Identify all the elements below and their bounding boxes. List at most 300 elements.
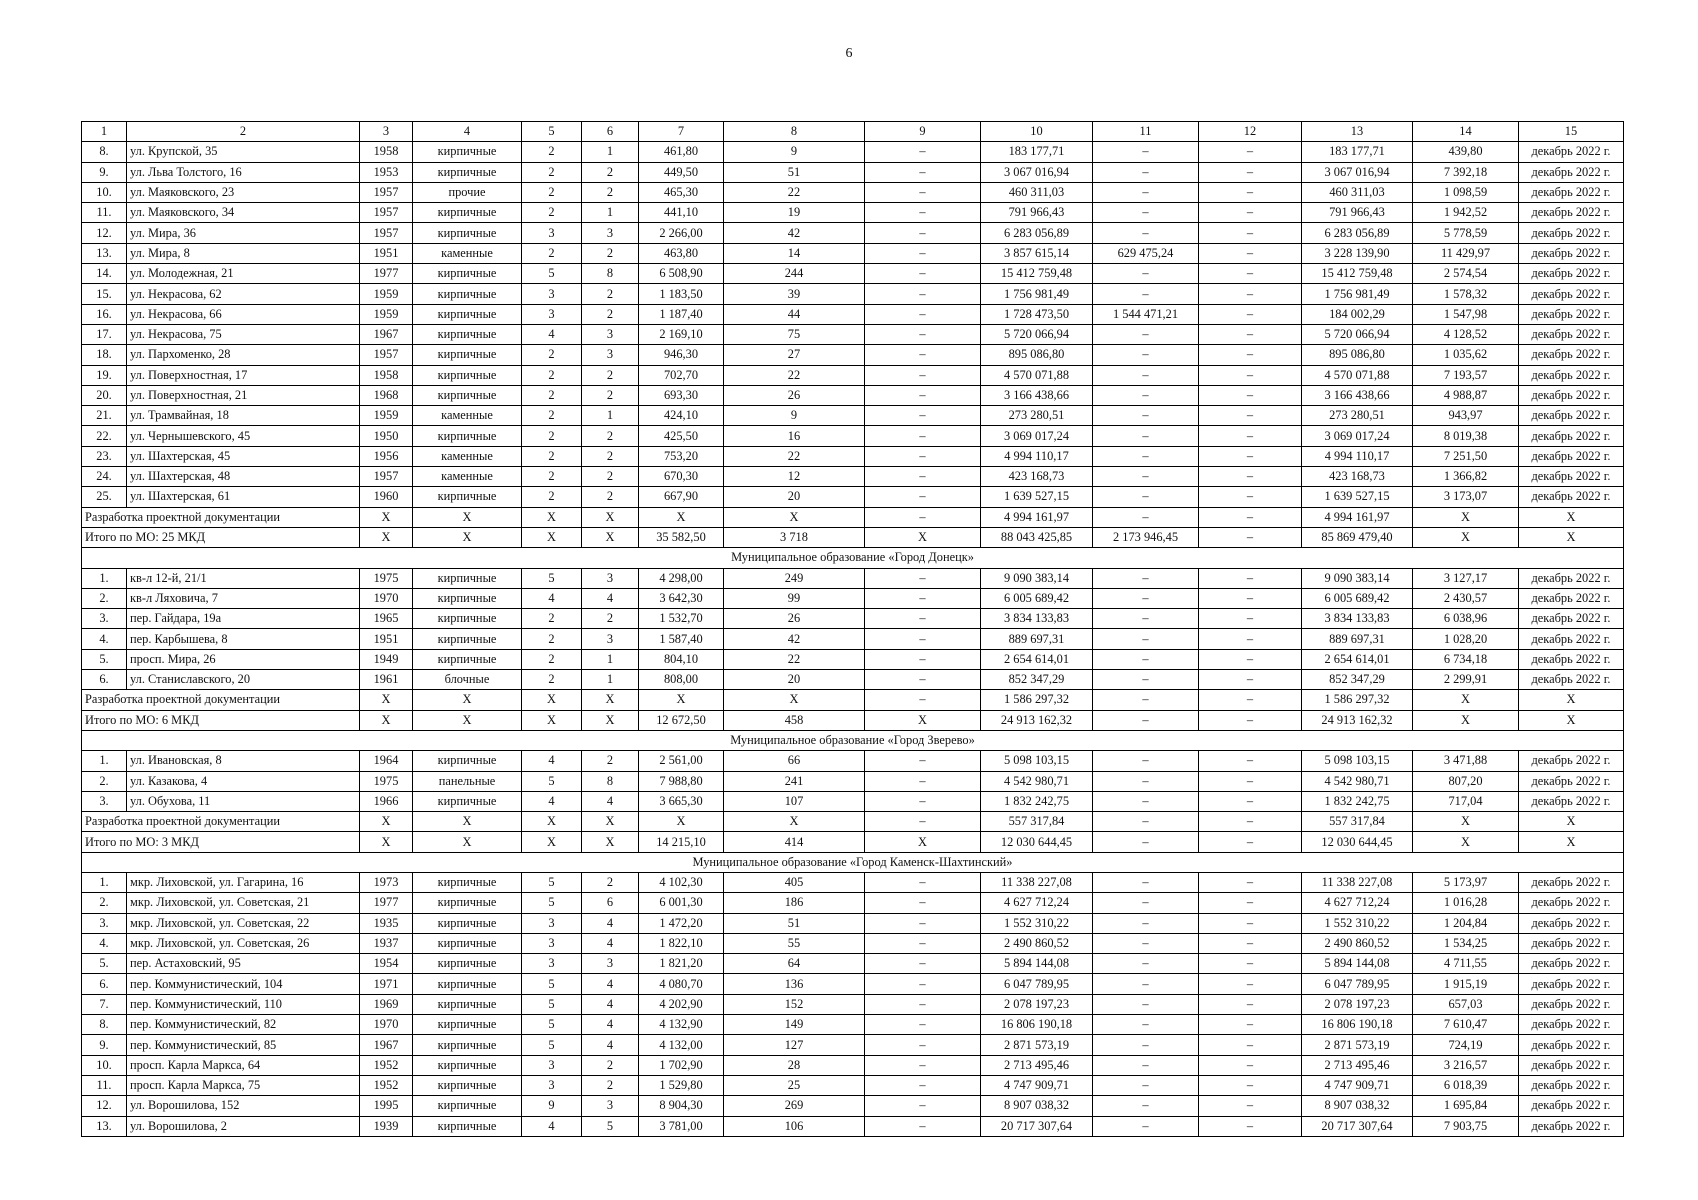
area: 2 561,00 — [639, 751, 724, 771]
entrances: 2 — [582, 426, 639, 446]
wall-material: кирпичные — [413, 994, 522, 1014]
table-row — [82, 771, 1624, 791]
area: 7 988,80 — [639, 771, 724, 791]
residents: 20 — [724, 670, 865, 690]
col-12: – — [1199, 182, 1302, 202]
floors: 2 — [522, 426, 582, 446]
summary-label: Итого по МО: 3 МКД — [82, 832, 360, 852]
summary-cell: 12 672,50 — [639, 710, 724, 730]
col-9: – — [865, 629, 981, 649]
summary-cell: X — [582, 527, 639, 547]
address: мкр. Лиховской, ул. Советская, 21 — [127, 893, 360, 913]
address: ул. Ворошилова, 2 — [127, 1116, 360, 1136]
deadline: декабрь 2022 г. — [1519, 1035, 1624, 1055]
col-13: 3 228 139,90 — [1302, 243, 1413, 263]
year-built: 1973 — [360, 872, 413, 892]
section-header-row — [82, 548, 1624, 568]
row-number: 9. — [82, 162, 127, 182]
table-row — [82, 182, 1624, 202]
total-cost: 5 894 144,08 — [981, 954, 1093, 974]
area: 753,20 — [639, 446, 724, 466]
table-row — [82, 365, 1624, 385]
unit-cost: 6 018,39 — [1413, 1075, 1519, 1095]
wall-material: кирпичные — [413, 629, 522, 649]
wall-material: каменные — [413, 243, 522, 263]
summary-cell: X — [724, 812, 865, 832]
col-13: 460 311,03 — [1302, 182, 1413, 202]
row-number: 3. — [82, 609, 127, 629]
area: 946,30 — [639, 345, 724, 365]
unit-cost: 7 251,50 — [1413, 446, 1519, 466]
summary-cell: – — [1093, 710, 1199, 730]
total-cost: 2 078 197,23 — [981, 994, 1093, 1014]
summary-cell: 14 215,10 — [639, 832, 724, 852]
summary-cell: X — [582, 690, 639, 710]
total-cost: 2 713 495,46 — [981, 1055, 1093, 1075]
total-cost: 183 177,71 — [981, 142, 1093, 162]
residents: 14 — [724, 243, 865, 263]
address: просп. Карла Маркса, 75 — [127, 1075, 360, 1095]
summary-cell: X — [582, 710, 639, 730]
deadline: декабрь 2022 г. — [1519, 304, 1624, 324]
summary-row — [82, 507, 1624, 527]
area: 424,10 — [639, 406, 724, 426]
row-number: 23. — [82, 446, 127, 466]
residents: 42 — [724, 223, 865, 243]
residents: 405 — [724, 872, 865, 892]
section-title: Муниципальное образование «Город Каменск-Шахтинский» — [82, 852, 1624, 872]
table-row — [82, 629, 1624, 649]
floors: 9 — [522, 1096, 582, 1116]
summary-cell: X — [639, 507, 724, 527]
wall-material: кирпичные — [413, 791, 522, 811]
table-row — [82, 426, 1624, 446]
year-built: 1971 — [360, 974, 413, 994]
col-13: 3 834 133,83 — [1302, 609, 1413, 629]
summary-cell: X — [639, 812, 724, 832]
floors: 2 — [522, 446, 582, 466]
wall-material: кирпичные — [413, 1055, 522, 1075]
summary-cell: X — [360, 832, 413, 852]
col-9: – — [865, 872, 981, 892]
residents: 66 — [724, 751, 865, 771]
total-cost: 460 311,03 — [981, 182, 1093, 202]
address: ул. Трамвайная, 18 — [127, 406, 360, 426]
address: пер. Коммунистический, 110 — [127, 994, 360, 1014]
summary-cell: X — [1519, 690, 1624, 710]
area: 425,50 — [639, 426, 724, 446]
residents: 249 — [724, 568, 865, 588]
deadline: декабрь 2022 г. — [1519, 933, 1624, 953]
summary-cell: – — [1093, 507, 1199, 527]
table-row — [82, 162, 1624, 182]
row-number: 9. — [82, 1035, 127, 1055]
unit-cost: 657,03 — [1413, 994, 1519, 1014]
residents: 244 — [724, 264, 865, 284]
col-11: – — [1093, 751, 1199, 771]
unit-cost: 5 173,97 — [1413, 872, 1519, 892]
year-built: 1961 — [360, 670, 413, 690]
summary-cell: X — [582, 832, 639, 852]
entrances: 3 — [582, 629, 639, 649]
col-9: – — [865, 446, 981, 466]
summary-cell: X — [1519, 710, 1624, 730]
floors: 2 — [522, 649, 582, 669]
summary-cell: – — [1199, 832, 1302, 852]
address: пер. Коммунистический, 85 — [127, 1035, 360, 1055]
col-11: – — [1093, 974, 1199, 994]
summary-cell: X — [1413, 507, 1519, 527]
unit-cost: 717,04 — [1413, 791, 1519, 811]
row-number: 15. — [82, 284, 127, 304]
summary-cell: X — [724, 690, 865, 710]
deadline: декабрь 2022 г. — [1519, 162, 1624, 182]
wall-material: кирпичные — [413, 974, 522, 994]
floors: 5 — [522, 771, 582, 791]
entrances: 2 — [582, 872, 639, 892]
unit-cost: 1 028,20 — [1413, 629, 1519, 649]
year-built: 1939 — [360, 1116, 413, 1136]
col-12: – — [1199, 1075, 1302, 1095]
col-11: – — [1093, 162, 1199, 182]
col-11: – — [1093, 954, 1199, 974]
table-row — [82, 974, 1624, 994]
col-9: – — [865, 162, 981, 182]
deadline: декабрь 2022 г. — [1519, 1096, 1624, 1116]
wall-material: кирпичные — [413, 304, 522, 324]
floors: 2 — [522, 670, 582, 690]
unit-cost: 7 193,57 — [1413, 365, 1519, 385]
unit-cost: 1 098,59 — [1413, 182, 1519, 202]
col-12: – — [1199, 1055, 1302, 1075]
address: мкр. Лиховской, ул. Советская, 26 — [127, 933, 360, 953]
entrances: 2 — [582, 385, 639, 405]
area: 441,10 — [639, 203, 724, 223]
deadline: декабрь 2022 г. — [1519, 345, 1624, 365]
residents: 55 — [724, 933, 865, 953]
summary-cell: X — [1519, 507, 1624, 527]
summary-cell: X — [413, 690, 522, 710]
wall-material: блочные — [413, 670, 522, 690]
col-12: – — [1199, 670, 1302, 690]
total-cost: 273 280,51 — [981, 406, 1093, 426]
summary-cell: – — [1093, 812, 1199, 832]
summary-cell: X — [522, 507, 582, 527]
entrances: 2 — [582, 182, 639, 202]
year-built: 1968 — [360, 385, 413, 405]
area: 1 187,40 — [639, 304, 724, 324]
table-row — [82, 649, 1624, 669]
unit-cost: 724,19 — [1413, 1035, 1519, 1055]
table-row — [82, 670, 1624, 690]
area: 1 529,80 — [639, 1075, 724, 1095]
table-row — [82, 1035, 1624, 1055]
floors: 3 — [522, 223, 582, 243]
row-number: 12. — [82, 1096, 127, 1116]
col-9: – — [865, 142, 981, 162]
col-9: – — [865, 203, 981, 223]
summary-cell: 1 586 297,32 — [1302, 690, 1413, 710]
summary-cell: X — [413, 710, 522, 730]
area: 670,30 — [639, 467, 724, 487]
col-13: 273 280,51 — [1302, 406, 1413, 426]
summary-cell: X — [1519, 832, 1624, 852]
col-9: – — [865, 385, 981, 405]
unit-cost: 2 574,54 — [1413, 264, 1519, 284]
wall-material: кирпичные — [413, 1075, 522, 1095]
col-9: – — [865, 649, 981, 669]
total-cost: 9 090 383,14 — [981, 568, 1093, 588]
col-11: – — [1093, 406, 1199, 426]
col-13: 2 490 860,52 — [1302, 933, 1413, 953]
summary-label: Разработка проектной документации — [82, 812, 360, 832]
total-cost: 3 166 438,66 — [981, 385, 1093, 405]
wall-material: прочие — [413, 182, 522, 202]
unit-cost: 2 299,91 — [1413, 670, 1519, 690]
wall-material: кирпичные — [413, 1096, 522, 1116]
summary-cell: 4 994 161,97 — [1302, 507, 1413, 527]
col-9: – — [865, 467, 981, 487]
floors: 4 — [522, 324, 582, 344]
row-number: 8. — [82, 1015, 127, 1035]
total-cost: 20 717 307,64 — [981, 1116, 1093, 1136]
floors: 2 — [522, 203, 582, 223]
col-12: – — [1199, 751, 1302, 771]
wall-material: кирпичные — [413, 913, 522, 933]
col-11: 1 544 471,21 — [1093, 304, 1199, 324]
floors: 2 — [522, 365, 582, 385]
entrances: 2 — [582, 365, 639, 385]
residents: 51 — [724, 162, 865, 182]
column-number: 5 — [522, 122, 582, 142]
col-9: – — [865, 1055, 981, 1075]
table-row — [82, 1096, 1624, 1116]
entrances: 4 — [582, 913, 639, 933]
address: ул. Некрасова, 66 — [127, 304, 360, 324]
residents: 152 — [724, 994, 865, 1014]
deadline: декабрь 2022 г. — [1519, 568, 1624, 588]
column-number: 1 — [82, 122, 127, 142]
floors: 5 — [522, 264, 582, 284]
summary-cell: X — [360, 507, 413, 527]
wall-material: кирпичные — [413, 893, 522, 913]
deadline: декабрь 2022 г. — [1519, 954, 1624, 974]
summary-cell: 3 718 — [724, 527, 865, 547]
address: пер. Коммунистический, 104 — [127, 974, 360, 994]
section-header-row — [82, 852, 1624, 872]
entrances: 4 — [582, 974, 639, 994]
row-number: 19. — [82, 365, 127, 385]
row-number: 16. — [82, 304, 127, 324]
floors: 5 — [522, 1015, 582, 1035]
column-number: 7 — [639, 122, 724, 142]
col-12: – — [1199, 162, 1302, 182]
summary-row — [82, 690, 1624, 710]
floors: 5 — [522, 893, 582, 913]
unit-cost: 6 734,18 — [1413, 649, 1519, 669]
floors: 2 — [522, 162, 582, 182]
entrances: 2 — [582, 243, 639, 263]
deadline: декабрь 2022 г. — [1519, 142, 1624, 162]
wall-material: кирпичные — [413, 649, 522, 669]
table-row — [82, 1075, 1624, 1095]
row-number: 2. — [82, 588, 127, 608]
summary-cell: X — [360, 690, 413, 710]
address: ул. Обухова, 11 — [127, 791, 360, 811]
wall-material: кирпичные — [413, 284, 522, 304]
summary-cell: – — [865, 690, 981, 710]
deadline: декабрь 2022 г. — [1519, 791, 1624, 811]
entrances: 1 — [582, 406, 639, 426]
total-cost: 423 168,73 — [981, 467, 1093, 487]
col-11: – — [1093, 994, 1199, 1014]
row-number: 3. — [82, 791, 127, 811]
summary-cell: 85 869 479,40 — [1302, 527, 1413, 547]
address: мкр. Лиховской, ул. Гагарина, 16 — [127, 872, 360, 892]
col-11: – — [1093, 629, 1199, 649]
entrances: 1 — [582, 670, 639, 690]
col-9: – — [865, 974, 981, 994]
col-13: 3 069 017,24 — [1302, 426, 1413, 446]
col-11: – — [1093, 670, 1199, 690]
summary-cell: X — [1413, 527, 1519, 547]
col-13: 852 347,29 — [1302, 670, 1413, 690]
table-row — [82, 791, 1624, 811]
col-9: – — [865, 223, 981, 243]
summary-cell: 557 317,84 — [981, 812, 1093, 832]
year-built: 1967 — [360, 1035, 413, 1055]
row-number: 21. — [82, 406, 127, 426]
unit-cost: 1 915,19 — [1413, 974, 1519, 994]
table-row — [82, 467, 1624, 487]
col-12: – — [1199, 203, 1302, 223]
col-12: – — [1199, 324, 1302, 344]
deadline: декабрь 2022 г. — [1519, 1075, 1624, 1095]
year-built: 1951 — [360, 629, 413, 649]
col-11: – — [1093, 872, 1199, 892]
residents: 25 — [724, 1075, 865, 1095]
year-built: 1949 — [360, 649, 413, 669]
floors: 3 — [522, 304, 582, 324]
total-cost: 889 697,31 — [981, 629, 1093, 649]
summary-cell: X — [1519, 812, 1624, 832]
residents: 9 — [724, 406, 865, 426]
wall-material: кирпичные — [413, 324, 522, 344]
col-9: – — [865, 487, 981, 507]
summary-cell: X — [522, 832, 582, 852]
col-11: – — [1093, 649, 1199, 669]
col-9: – — [865, 954, 981, 974]
summary-cell: X — [1413, 812, 1519, 832]
table-row — [82, 751, 1624, 771]
col-12: – — [1199, 893, 1302, 913]
row-number: 11. — [82, 203, 127, 223]
area: 465,30 — [639, 182, 724, 202]
summary-cell: X — [865, 710, 981, 730]
floors: 2 — [522, 385, 582, 405]
address: ул. Маяковского, 23 — [127, 182, 360, 202]
entrances: 4 — [582, 1035, 639, 1055]
address: пер. Карбышева, 8 — [127, 629, 360, 649]
residents: 22 — [724, 446, 865, 466]
area: 2 169,10 — [639, 324, 724, 344]
col-13: 5 098 103,15 — [1302, 751, 1413, 771]
wall-material: кирпичные — [413, 954, 522, 974]
col-13: 4 542 980,71 — [1302, 771, 1413, 791]
row-number: 14. — [82, 264, 127, 284]
unit-cost: 7 392,18 — [1413, 162, 1519, 182]
col-9: – — [865, 893, 981, 913]
unit-cost: 1 035,62 — [1413, 345, 1519, 365]
entrances: 2 — [582, 751, 639, 771]
deadline: декабрь 2022 г. — [1519, 243, 1624, 263]
address: ул. Станиславского, 20 — [127, 670, 360, 690]
col-13: 1 756 981,49 — [1302, 284, 1413, 304]
address: ул. Казакова, 4 — [127, 771, 360, 791]
col-9: – — [865, 994, 981, 1014]
col-11: – — [1093, 893, 1199, 913]
summary-cell: X — [582, 507, 639, 527]
row-number: 6. — [82, 974, 127, 994]
total-cost: 2 490 860,52 — [981, 933, 1093, 953]
col-9: – — [865, 1075, 981, 1095]
total-cost: 6 283 056,89 — [981, 223, 1093, 243]
col-13: 2 713 495,46 — [1302, 1055, 1413, 1075]
row-number: 1. — [82, 568, 127, 588]
col-12: – — [1199, 1035, 1302, 1055]
year-built: 1965 — [360, 609, 413, 629]
row-number: 6. — [82, 670, 127, 690]
residents: 75 — [724, 324, 865, 344]
area: 3 642,30 — [639, 588, 724, 608]
area: 1 702,90 — [639, 1055, 724, 1075]
wall-material: кирпичные — [413, 426, 522, 446]
floors: 2 — [522, 345, 582, 365]
year-built: 1975 — [360, 771, 413, 791]
column-number: 9 — [865, 122, 981, 142]
unit-cost: 4 988,87 — [1413, 385, 1519, 405]
area: 4 202,90 — [639, 994, 724, 1014]
col-9: – — [865, 670, 981, 690]
total-cost: 1 728 473,50 — [981, 304, 1093, 324]
summary-cell: 24 913 162,32 — [981, 710, 1093, 730]
col-9: – — [865, 1116, 981, 1136]
total-cost: 6 005 689,42 — [981, 588, 1093, 608]
col-11: – — [1093, 467, 1199, 487]
row-number: 2. — [82, 893, 127, 913]
column-number: 13 — [1302, 122, 1413, 142]
table-row — [82, 872, 1624, 892]
col-12: – — [1199, 284, 1302, 304]
table-row — [82, 243, 1624, 263]
table-row — [82, 893, 1624, 913]
wall-material: кирпичные — [413, 933, 522, 953]
year-built: 1950 — [360, 426, 413, 446]
deadline: декабрь 2022 г. — [1519, 893, 1624, 913]
area: 702,70 — [639, 365, 724, 385]
area: 1 183,50 — [639, 284, 724, 304]
col-9: – — [865, 568, 981, 588]
area: 1 472,20 — [639, 913, 724, 933]
area: 4 080,70 — [639, 974, 724, 994]
residents: 106 — [724, 1116, 865, 1136]
wall-material: кирпичные — [413, 1015, 522, 1035]
floors: 3 — [522, 1055, 582, 1075]
col-11: – — [1093, 609, 1199, 629]
table-row — [82, 1116, 1624, 1136]
unit-cost: 7 903,75 — [1413, 1116, 1519, 1136]
total-cost: 5 098 103,15 — [981, 751, 1093, 771]
